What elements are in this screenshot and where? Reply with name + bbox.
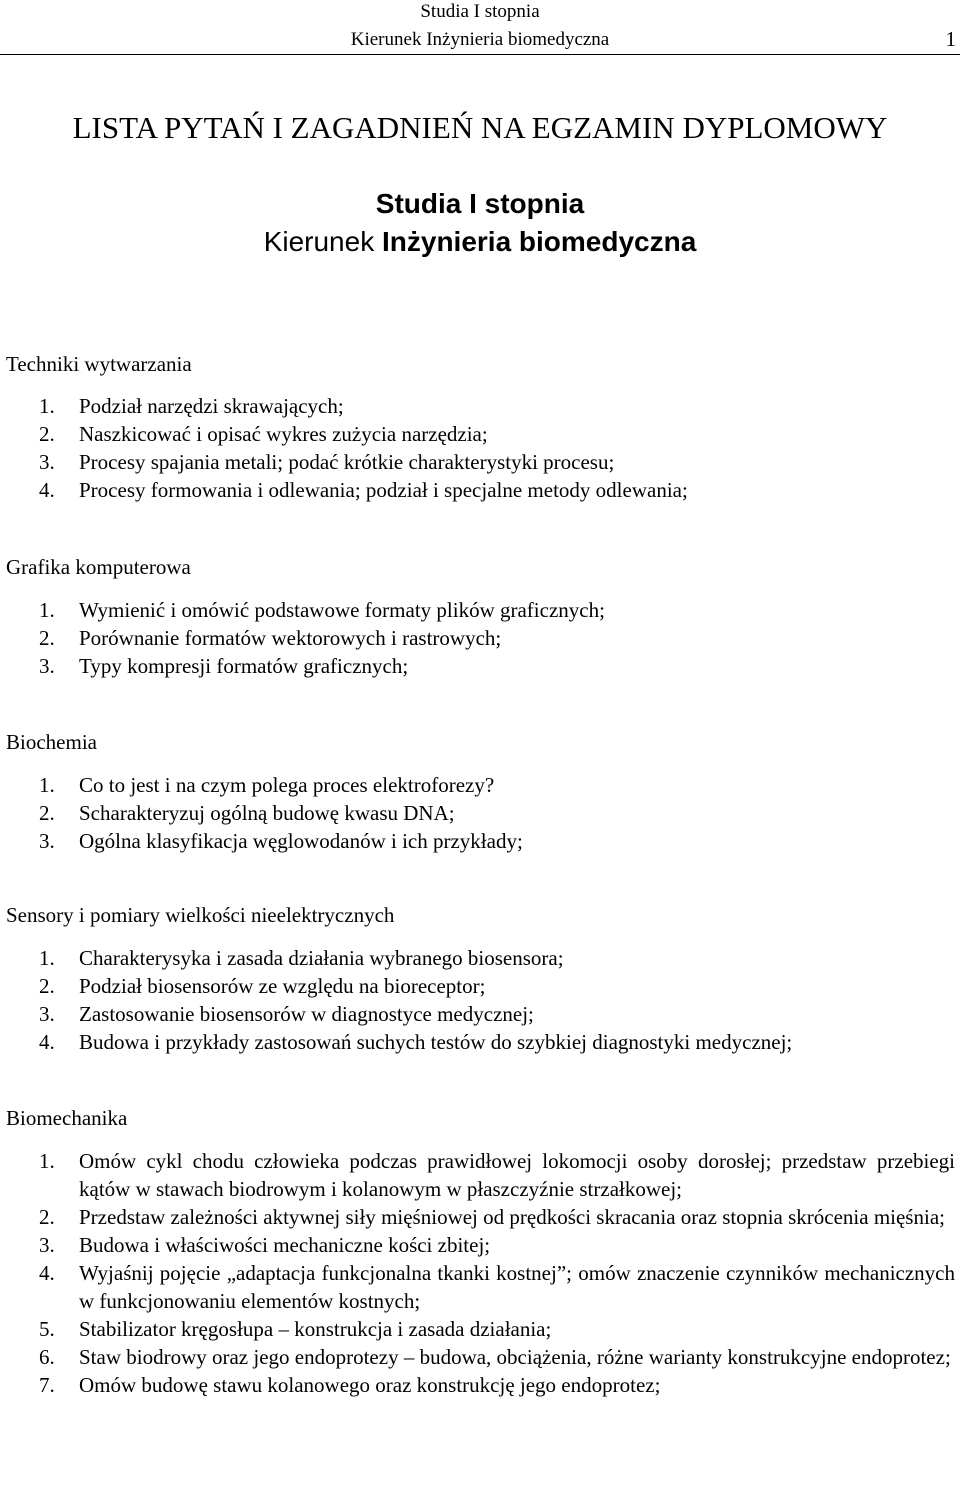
section-title-grafika-komputerowa: Grafika komputerowa: [6, 555, 191, 579]
item-text: Procesy spajania metali; podać krótkie charakterystyki procesu;: [79, 450, 615, 474]
item-number: 5.: [39, 1317, 55, 1341]
item-number: 2.: [39, 1205, 55, 1229]
list-item: [0, 1315, 955, 1343]
item-text: Budowa i właściwości mechaniczne kości zbitej;: [79, 1233, 491, 1257]
list-item: [0, 1203, 955, 1231]
question-list-techniki-wytwarzania: [0, 392, 688, 504]
header-field-of-study: Kierunek Inżynieria biomedyczna: [350, 29, 610, 50]
item-text: Zastosowanie biosensorów w diagnostyce medycznej;: [79, 1002, 534, 1026]
item-number: 7.: [39, 1373, 55, 1397]
item-text: Wyjaśnij pojęcie „adaptacja funkcjonalna tkanki kostnej”; omów znaczenie czynników mechanicznych w funkcjonowaniu elementów kostnych;: [79, 1261, 955, 1313]
question-list-biomechanika: [0, 1147, 955, 1399]
item-text: Budowa i przykłady zastosowań suchych testów do szybkiej diagnostyki medycznej;: [79, 1030, 793, 1054]
item-text: Porównanie formatów wektorowych i rastrowych;: [79, 626, 502, 650]
list-item: [0, 1000, 792, 1028]
item-number: 2.: [39, 626, 55, 650]
item-text: Omów cykl chodu człowieka podczas prawidłowej lokomocji osoby dorosłej; przedstaw przebiegi kątów w stawach biodrowym i kolanowym w płaszczyźnie strzałkowej;: [79, 1149, 955, 1201]
subtitle-prefix: Kierunek: [263, 226, 382, 257]
page-number: 1: [945, 27, 956, 51]
list-item: [0, 1371, 955, 1399]
item-text: Stabilizator kręgosłupa – konstrukcja i zasada działania;: [79, 1317, 552, 1341]
question-list-grafika-komputerowa: [0, 596, 605, 680]
item-number: 1.: [39, 598, 55, 622]
list-item: [0, 596, 605, 624]
item-text: Przedstaw zależności aktywnej siły mięśniowej od prędkości skracania oraz stopnia skrócenia mięśnia;: [79, 1205, 945, 1229]
section-title-techniki-wytwarzania: Techniki wytwarzania: [6, 352, 192, 376]
list-item: [0, 1147, 955, 1203]
section-title-biomechanika: Biomechanika: [6, 1106, 128, 1130]
item-number: 1.: [39, 1149, 55, 1173]
list-item: [0, 1028, 792, 1056]
list-item: [0, 827, 523, 855]
item-number: 2.: [39, 801, 55, 825]
item-number: 4.: [39, 1261, 55, 1285]
item-text: Typy kompresji formatów graficznych;: [79, 654, 409, 678]
item-number: 3.: [39, 1002, 55, 1026]
item-text: Omów budowę stawu kolanowego oraz konstrukcję jego endoprotez;: [79, 1373, 661, 1397]
item-text: Charakterysyka i zasada działania wybranego biosensora;: [79, 946, 564, 970]
list-item: [0, 652, 605, 680]
section-title-sensory: Sensory i pomiary wielkości nieelektrycznych: [6, 903, 395, 927]
item-number: 4.: [39, 1030, 55, 1054]
item-text: Scharakteryzuj ogólną budowę kwasu DNA;: [79, 801, 455, 825]
subtitle-field-of-study: [0, 224, 960, 260]
item-number: 2.: [39, 422, 55, 446]
item-number: 2.: [39, 974, 55, 998]
item-text: Wymienić i omówić podstawowe formaty plików graficznych;: [79, 598, 605, 622]
list-item: [0, 1343, 955, 1371]
item-number: 3.: [39, 654, 55, 678]
section-title-biochemia: Biochemia: [6, 730, 97, 754]
list-item: [0, 624, 605, 652]
list-item: [0, 1259, 955, 1315]
item-text: Naszkicować i opisać wykres zużycia narzędzia;: [79, 422, 488, 446]
page-header: [0, 0, 960, 55]
item-number: 3.: [39, 450, 55, 474]
question-list-sensory: [0, 944, 792, 1056]
item-number: 1.: [39, 946, 55, 970]
list-item: [0, 392, 688, 420]
list-item: [0, 448, 688, 476]
list-item: [0, 799, 523, 827]
item-number: 1.: [39, 773, 55, 797]
item-number: 4.: [39, 478, 55, 502]
list-item: [0, 771, 523, 799]
list-item: [0, 972, 792, 1000]
list-item: [0, 476, 688, 504]
document-title: LISTA PYTAŃ I ZAGADNIEŃ NA EGZAMIN DYPLOMOWY: [72, 110, 888, 145]
list-item: [0, 420, 688, 448]
item-number: 6.: [39, 1345, 55, 1369]
subtitle-study-level: Studia I stopnia: [375, 188, 585, 219]
item-number: 3.: [39, 1233, 55, 1257]
item-text: Procesy formowania i odlewania; podział i specjalne metody odlewania;: [79, 478, 688, 502]
item-number: 3.: [39, 829, 55, 853]
item-text: Co to jest i na czym polega proces elektroforezy?: [79, 773, 495, 797]
item-number: 1.: [39, 394, 55, 418]
list-item: [0, 944, 792, 972]
list-item: [0, 1231, 955, 1259]
item-text: Podział narzędzi skrawających;: [79, 394, 344, 418]
question-list-biochemia: [0, 771, 523, 855]
header-study-level: Studia I stopnia: [420, 1, 540, 22]
item-text: Podział biosensorów ze względu na bioreceptor;: [79, 974, 486, 998]
item-text: Ogólna klasyfikacja węglowodanów i ich przykłady;: [79, 829, 523, 853]
item-text: Staw biodrowy oraz jego endoprotezy – budowa, obciążenia, różne warianty konstrukcyjne endoprotez;: [79, 1345, 951, 1369]
subtitle-field-name: Inżynieria biomedyczna: [381, 226, 697, 257]
